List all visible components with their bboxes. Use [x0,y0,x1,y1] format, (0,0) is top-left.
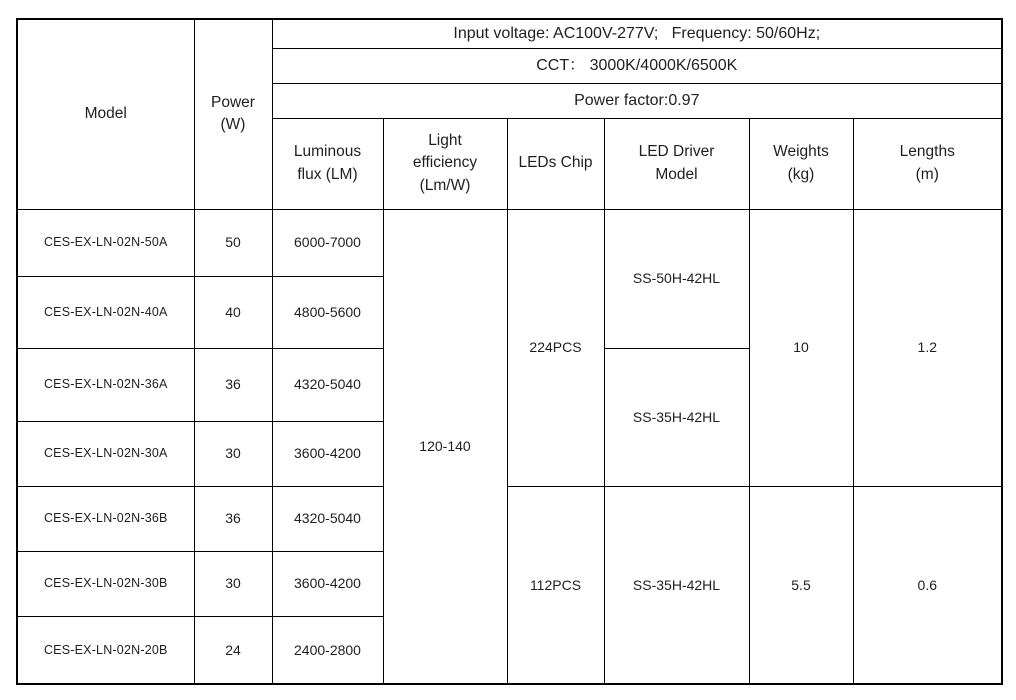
cell-luminous-flux: 3600-4200 [272,421,383,486]
column-header-model: Model [17,19,194,209]
column-header-light-efficiency: Light efficiency (Lm/W) [383,118,507,209]
cell-leds-chip-224: 224PCS [507,209,604,486]
cell-power: 36 [194,486,272,551]
cell-model: CES-EX-LN-02N-36B [17,486,194,551]
column-header-luminous-flux: Luminous flux (LM) [272,118,383,209]
cell-leds-chip-112: 112PCS [507,486,604,684]
column-header-weights: Weights (kg) [749,118,853,209]
cell-power: 24 [194,616,272,684]
cell-model: CES-EX-LN-02N-30A [17,421,194,486]
cell-luminous-flux: 2400-2800 [272,616,383,684]
cell-power: 36 [194,348,272,421]
spec-input-voltage-frequency: Input voltage: AC100V-277V; Frequency: 50/60Hz; [272,19,1002,48]
cell-model: CES-EX-LN-02N-40A [17,276,194,348]
cell-power: 40 [194,276,272,348]
cell-driver-ss-50h: SS-50H-42HL [604,209,749,348]
cell-model: CES-EX-LN-02N-20B [17,616,194,684]
cell-luminous-flux: 6000-7000 [272,209,383,276]
column-header-led-driver-model: LED Driver Model [604,118,749,209]
cell-weight-group-a: 10 [749,209,853,486]
header-row-input-voltage [17,19,1002,48]
cell-luminous-flux: 4320-5040 [272,486,383,551]
table-row [17,486,1002,551]
spec-power-factor: Power factor:0.97 [272,83,1002,118]
cell-model: CES-EX-LN-02N-50A [17,209,194,276]
cell-model: CES-EX-LN-02N-30B [17,551,194,616]
cell-driver-ss-35h-bottom: SS-35H-42HL [604,486,749,684]
cell-luminous-flux: 4320-5040 [272,348,383,421]
column-header-leds-chip: LEDs Chip [507,118,604,209]
column-header-power: Power (W) [194,19,272,209]
cell-weight-group-b: 5.5 [749,486,853,684]
cell-power: 50 [194,209,272,276]
cell-length-group-a: 1.2 [853,209,1002,486]
cell-driver-ss-35h-top: SS-35H-42HL [604,348,749,486]
cell-luminous-flux: 3600-4200 [272,551,383,616]
cell-luminous-flux: 4800-5600 [272,276,383,348]
table-row [17,209,1002,276]
led-spec-table [16,18,1003,685]
cell-power: 30 [194,551,272,616]
spec-cct: CCT： 3000K/4000K/6500K [272,48,1002,83]
column-header-lengths: Lengths (m) [853,118,1002,209]
cell-power: 30 [194,421,272,486]
cell-model: CES-EX-LN-02N-36A [17,348,194,421]
cell-length-group-b: 0.6 [853,486,1002,684]
cell-light-efficiency: 120-140 [383,209,507,684]
